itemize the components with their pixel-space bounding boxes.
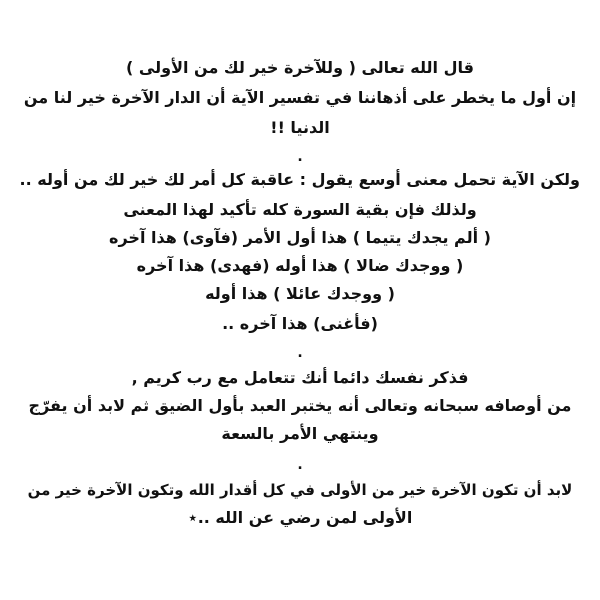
paragraph-1-line-1: قال الله تعالى ( وللآخرة خير لك من الأولى ) (126, 58, 474, 77)
paragraph-3-line-2: من أوصافه سبحانه وتعالى أنه يختبر العبد بأول الضيق ثم لابد أن يفرّج (28, 396, 572, 415)
paragraph-2-line-1: ولكن الآية تحمل معنى أوسع يقول : عاقبة كل أمر لك خير لك من أوله .. (19, 170, 580, 189)
separator-dot-2: . (297, 345, 303, 361)
paragraph-4-line-1: لابد أن تكون الآخرة خير من الأولى في كل أقدار الله وتكون الآخرة خير من (27, 481, 573, 499)
paragraph-2-line-3: ( ألم يجدك يتيما ) هذا أول الأمر (فآوى) هذا آخره (109, 228, 491, 247)
paragraph-1-line-3: الدنيا !! (270, 118, 330, 137)
paragraph-2-line-5: ( ووجدك عائلا ) هذا أوله (205, 284, 395, 303)
paragraph-2-line-6: (فأغنى) هذا آخره .. (222, 314, 378, 333)
paragraph-2-line-4: ( ووجدك ضالا ) هذا أوله (فهدى) هذا آخره (136, 256, 464, 275)
separator-dot-3: . (297, 457, 303, 473)
paragraph-1-line-2: إن أول ما يخطر على أذهاننا في تفسير الآية أن الدار الآخرة خير لنا من (23, 88, 577, 107)
paragraph-3-line-1: فذكر نفسك دائما أنك تتعامل مع رب كريم , (131, 368, 469, 387)
paragraph-3-line-3: وينتهي الأمر بالسعة (221, 424, 379, 443)
paragraph-4-line-2: الأولى لمن رضي عن الله ..⋆ (187, 508, 413, 527)
separator-dot-1: . (297, 149, 303, 165)
paragraph-2-line-2: ولذلك فإن بقية السورة كله تأكيد لهذا المعنى (123, 200, 477, 219)
